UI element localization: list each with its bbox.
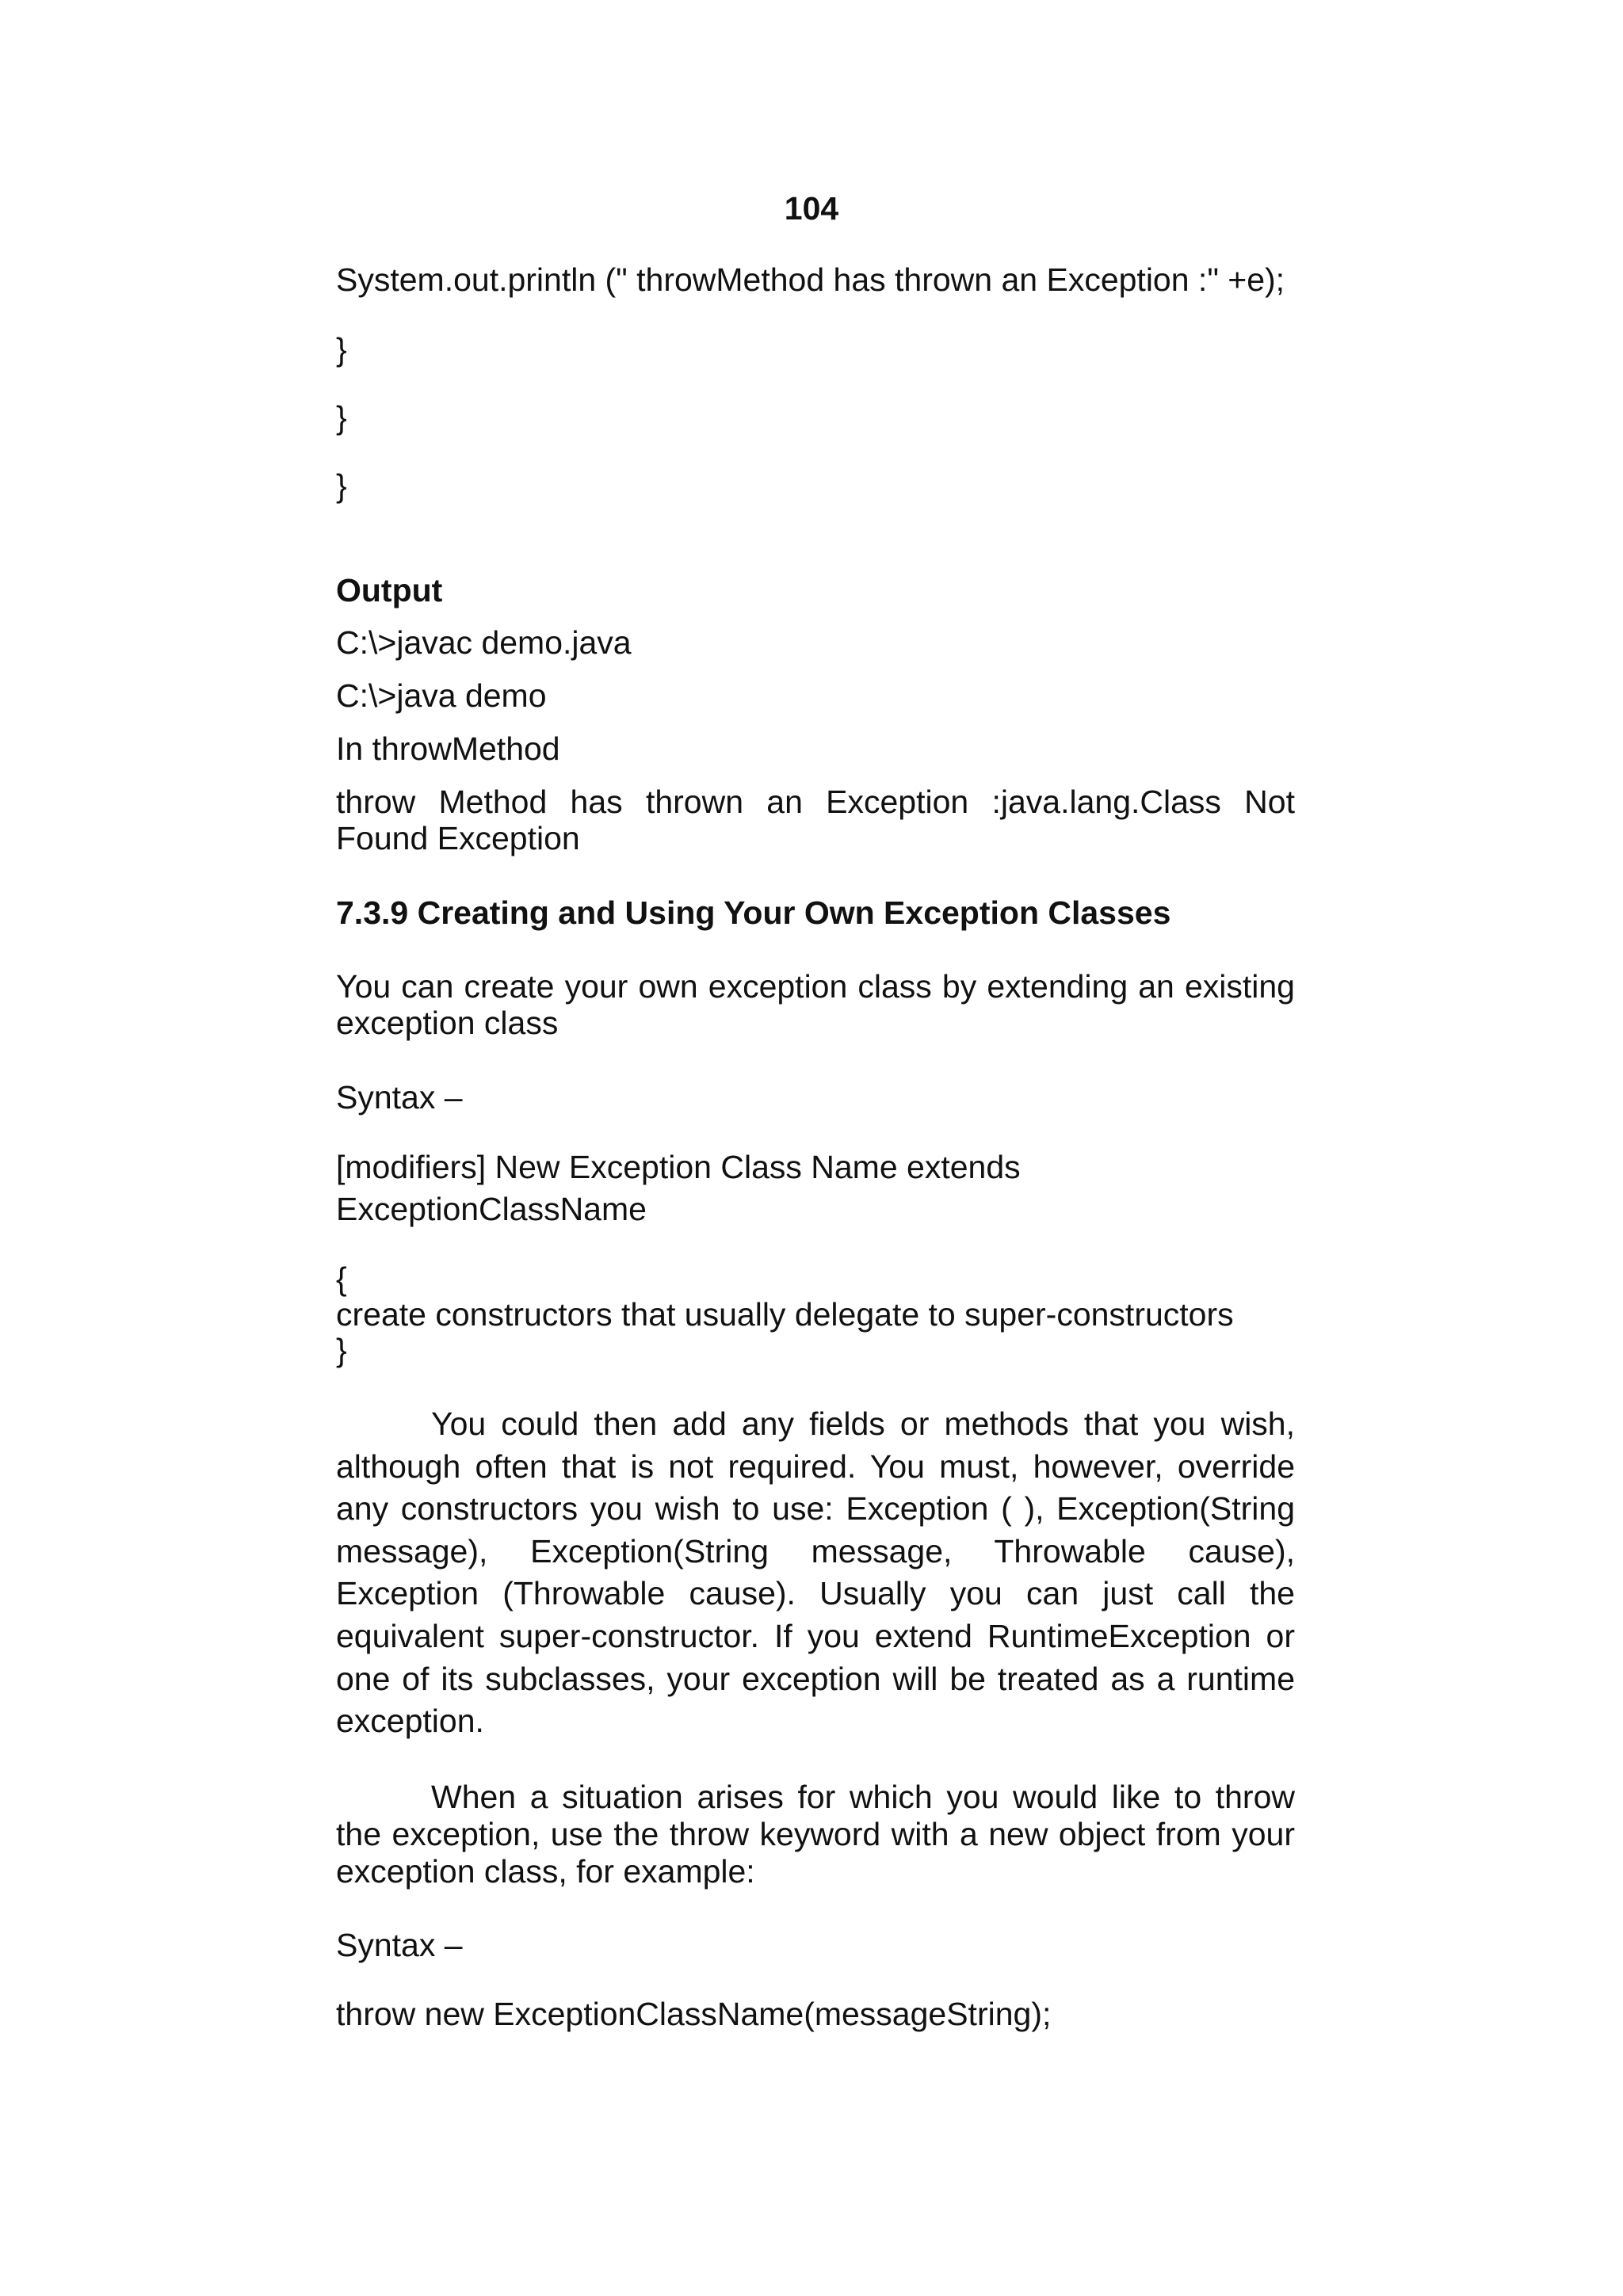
code-closing-brace: }	[336, 399, 347, 436]
output-line: C:\>javac demo.java	[336, 624, 632, 661]
syntax-line: ExceptionClassName	[336, 1191, 647, 1227]
page-number: 104	[784, 190, 839, 227]
syntax-label: Syntax –	[336, 1927, 463, 1963]
output-result-text: throw Method has thrown an Exception :java.lang.Class Not Found Exception	[336, 784, 1295, 856]
syntax-line: [modifiers] New Exception Class Name extends	[336, 1149, 1021, 1185]
throw-statement-line: throw new ExceptionClassName(messageString);	[336, 1996, 1052, 2032]
output-heading: Output	[336, 572, 443, 608]
body-paragraph: You could then add any fields or methods that you wish, although often that is not required. You must, however, override any constructors you wish to use: Exception ( ), Exception(String message), Exception(String message, Throwable cause), Exception (Throwable cause). Usually you can just call the equivalent super-constructor. If you extend RuntimeException or one of its subclasses, your exception will be treated as a runtime exception.	[336, 1405, 1295, 1740]
output-line: In throwMethod	[336, 730, 560, 767]
brace-close: }	[336, 1332, 347, 1368]
section-intro: You can create your own exception class by extending an existing exception class	[336, 968, 1295, 1041]
body-paragraph: When a situation arises for which you would like to throw the exception, use the throw keyword with a new object from your exception class, for example:	[336, 1779, 1295, 1890]
brace-open: {	[336, 1261, 347, 1297]
syntax-label: Syntax –	[336, 1079, 463, 1116]
code-println-line: System.out.println (" throwMethod has thrown an Exception :" +e);	[336, 261, 1285, 298]
code-closing-brace: }	[336, 331, 347, 368]
constructor-line: create constructors that usually delegate to super-constructors	[336, 1296, 1234, 1333]
code-closing-brace: }	[336, 467, 347, 504]
output-line: C:\>java demo	[336, 677, 547, 714]
section-heading: 7.3.9 Creating and Using Your Own Exception Classes	[336, 894, 1171, 931]
